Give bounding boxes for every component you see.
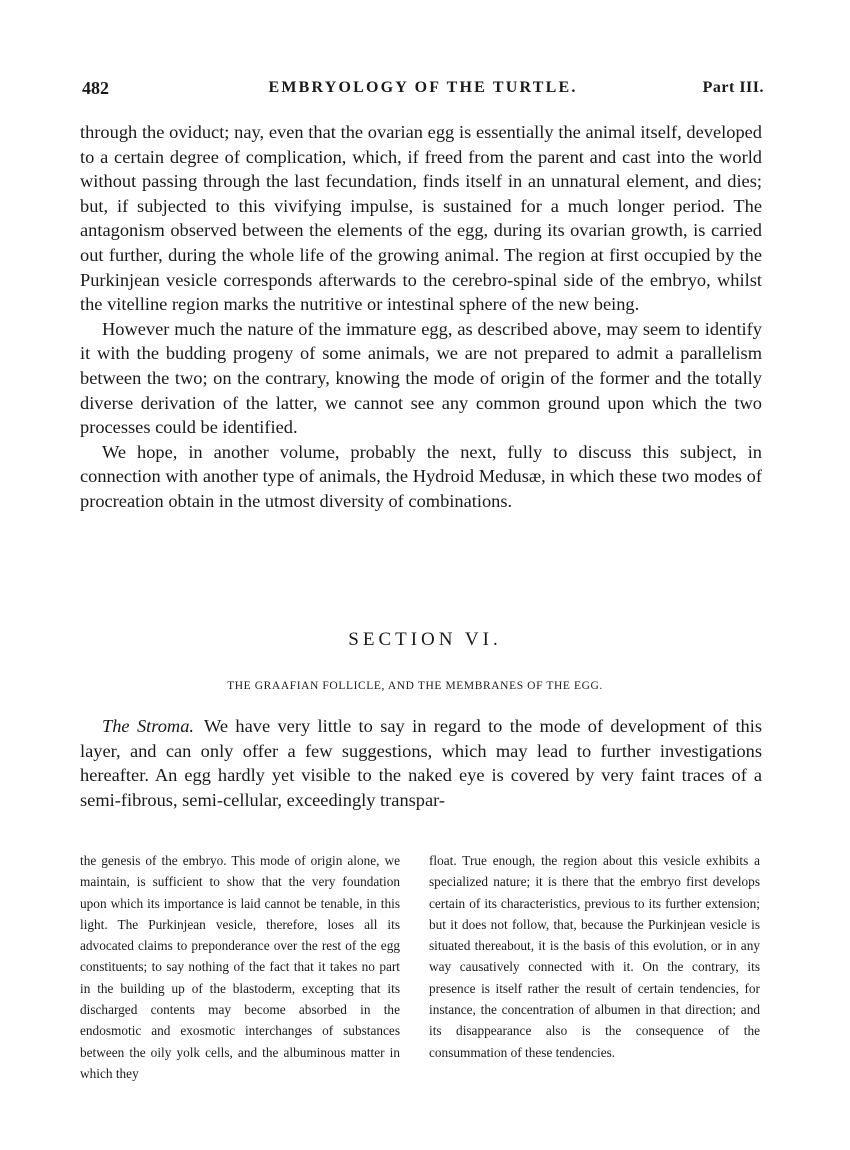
main-text bbox=[80, 120, 762, 514]
paragraph-1: through the oviduct; nay, even that the ovarian egg is essentially the animal itself, developed to a certain degree of complication, which, if freed from the parent and cast into the world without passing through the last fecundation, finds itself in an unnatural element, and dies; but, if subjected to this vivifying impulse, is sustained for a much longer period. The antagonism observed between the elements of the egg, during its ovarian growth, is carried out further, during the whole life of the growing animal. The region at first occupied by the Purkinjean vesicle corresponds afterwards to the cerebro-spinal side of the embryo, whilst the vitelline region marks the nutritive or intestinal sphere of the new being. bbox=[80, 122, 762, 315]
part-label: Part III. bbox=[702, 79, 764, 96]
running-head bbox=[82, 78, 764, 102]
stroma-body: We have very little to say in regard to the mode of development of this layer, and can only offer a few suggestions, which may lead to further investigations hereafter. An egg hardly yet visible to the naked eye is covered by very faint traces of a semi-fibrous, semi-cellular, exceedingly transpar- bbox=[80, 716, 763, 810]
paragraph-3: We hope, in another volume, probably the next, fully to discuss this subject, in connection with another type of animals, the Hydroid Medusæ, in which these two modes of procreation obtain in the utmost diversity of combinations. bbox=[80, 441, 762, 511]
running-title: EMBRYOLOGY OF THE TURTLE. bbox=[268, 79, 578, 96]
stroma-paragraph bbox=[80, 714, 762, 812]
stroma-side-head: The Stroma. bbox=[102, 716, 194, 736]
footnote-right-column: float. True enough, the region about this vesicle exhibits a specialized nature; it is there that the embryo first develops certain of its characteristics, previous to its further extension; but it does not follow, that, because the Purkinjean vesicle is situated thereabout, it is the basis of this evolution, or in any way causatively connected with it. On the contrary, its presence is itself rather the result of certain tendencies, for instance, the concentration of albumen in that direction; and its disappearance also is the consequence of the consummation of these tendencies. bbox=[429, 853, 760, 1060]
section-subtitle: THE GRAAFIAN FOLLICLE, AND THE MEMBRANES OF THE EGG. bbox=[227, 680, 603, 692]
section-heading: SECTION VI. bbox=[348, 629, 502, 650]
footnote-left-column: the genesis of the embryo. This mode of origin alone, we maintain, is sufficient to show that the very foundation upon which its importance is laid cannot be tenable, in this light. The Purkinjean vesicle, therefore, loses all its advocated claims to preponderance over the rest of the egg constituents; to say nothing of the fact that it takes no part in the building up of the blastoderm, excepting that its discharged contents may become absorbed in the endosmotic and exosmotic interchanges of substances between the oily yolk cells, and the albuminous matter in which they bbox=[80, 853, 400, 1081]
page-number: 482 bbox=[82, 78, 109, 98]
paragraph-2: However much the nature of the immature egg, as described above, may seem to identify it with the budding progeny of some animals, we are not prepared to admit a parallelism between the two; on the contrary, knowing the mode of origin of the former and the totally diverse derivation of the latter, we cannot see any common ground upon which the two processes could be identified. bbox=[80, 318, 762, 438]
